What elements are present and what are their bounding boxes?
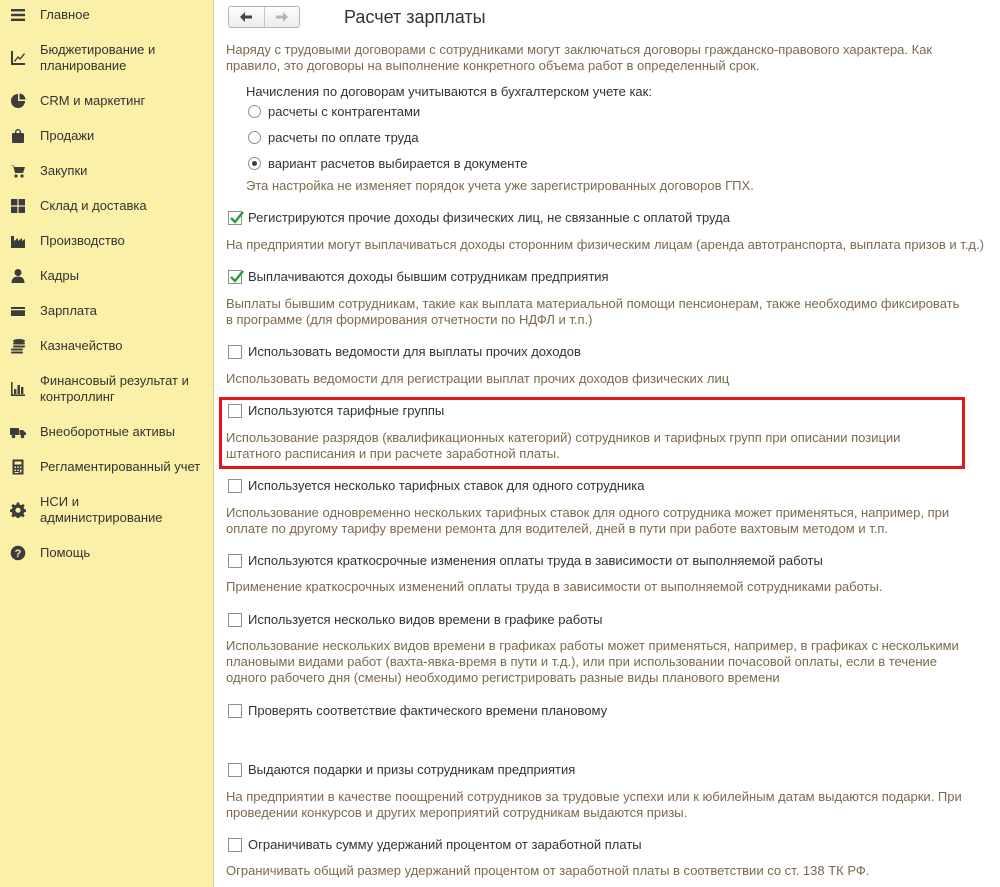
sidebar-item-purchases[interactable]: [0, 162, 212, 180]
option-label[interactable]: Проверять соответствие фактического времени плановому: [248, 703, 608, 718]
grid-icon: [10, 198, 26, 214]
radio-per-document[interactable]: [248, 157, 261, 170]
arrow-left-icon: [239, 11, 253, 23]
truck-icon: [10, 424, 26, 440]
radio-label[interactable]: вариант расчетов выбирается в документе: [268, 156, 528, 171]
radio-label[interactable]: расчеты по оплате труда: [268, 130, 419, 145]
option-label[interactable]: Регистрируются прочие доходы физических лиц, не связанные с оплатой труда: [248, 210, 730, 225]
sidebar-item-label: Производство: [40, 233, 125, 248]
intro-note: Эта настройка не изменяет порядок учета уже зарегистрированных договоров ГПХ.: [246, 178, 754, 193]
sidebar-item-label: Помощь: [40, 545, 91, 560]
option-label[interactable]: Используются тарифные группы: [248, 403, 445, 418]
checkmark-icon: [229, 210, 244, 225]
sidebar-item-label: Закупки: [40, 163, 88, 178]
coins-icon: [10, 338, 26, 354]
back-button[interactable]: [229, 7, 264, 27]
option-description: Использование разрядов (квалификационных категорий) сотрудников и тарифных групп при описании позиции штатного расписания и при расчете заработной платы.: [226, 430, 901, 461]
person-icon: [10, 268, 26, 284]
gear-icon: [10, 502, 26, 518]
sidebar-item-production[interactable]: [0, 232, 212, 250]
checkbox-other-income[interactable]: [228, 211, 242, 225]
checkbox-gifts-prizes[interactable]: [228, 763, 242, 777]
sidebar-item-label: Казначейство: [40, 338, 123, 353]
main-content: [215, 0, 1000, 887]
intro-text: Наряду с трудовыми договорами с сотрудниками могут заключаться договоры гражданско-правового характера. Как правило, это договоры на выполнение конкретного объема работ в определенный срок.: [226, 42, 933, 73]
checkbox-multiple-tariff-rates[interactable]: [228, 479, 242, 493]
radio-group-label: Начисления по договорам учитываются в бухгалтерском учете как:: [246, 84, 652, 99]
arrow-right-icon: [275, 11, 289, 23]
sidebar-item-nsi-admin[interactable]: [0, 493, 212, 527]
wallet-icon: [10, 303, 26, 319]
sidebar-item-label: Внеоборотные активы: [40, 424, 176, 439]
option-description: Использование нескольких видов времени в графиках работы может применяться, например, в графиках с несколькими плановыми видами работ (вахта-явка-время в пути и т.д.), или при использовании почасовой оплаты, если в течение одного рабочего дня (смены) необходимо регистрировать разные виды планового времени: [226, 638, 959, 685]
calculator-icon: [10, 459, 26, 475]
sidebar-item-label: Зарплата: [40, 303, 97, 318]
sidebar-item-label: Склад и доставка: [40, 198, 147, 213]
factory-icon: [10, 233, 26, 249]
sidebar-item-label: Кадры: [40, 268, 79, 283]
radio-counterparties[interactable]: [248, 105, 261, 118]
sidebar-item-financial-result[interactable]: [0, 372, 212, 406]
sidebar-item-label: Финансовый результат и контроллинг: [40, 373, 189, 404]
radio-label[interactable]: расчеты с контрагентами: [268, 104, 421, 119]
sidebar-item-salary[interactable]: [0, 302, 212, 320]
help-icon: [10, 545, 26, 561]
checkmark-icon: [229, 269, 244, 284]
budget-icon: [10, 50, 26, 66]
option-description: Использование одновременно нескольких тарифных ставок для одного сотрудника может применяться, например, при оплате по другому тарифу времени ремонта для водителей, дней в пути при работе вахтовым методом и т.п.: [226, 505, 950, 536]
pie-chart-icon: [10, 93, 26, 109]
sidebar-item-label: Продажи: [40, 128, 95, 143]
radio-payroll[interactable]: [248, 131, 261, 144]
sidebar-item-regulated-accounting[interactable]: [0, 458, 212, 476]
checkbox-check-actual-time[interactable]: [228, 704, 242, 718]
cart-icon: [10, 163, 26, 179]
checkbox-multiple-time-types[interactable]: [228, 613, 242, 627]
option-description: Ограничивать общий размер удержаний процентом от заработной платы в соответствии со ст. 138 ТК РФ.: [226, 863, 870, 878]
sidebar-item-label: Главное: [40, 7, 90, 22]
option-description: Выплаты бывшим сотрудникам, такие как выплата материальной помощи пенсионерам, также необходимо фиксировать в программе (для формирования отчетности по НДФЛ и т.п.): [226, 296, 960, 327]
sidebar-item-fixed-assets[interactable]: [0, 423, 212, 441]
option-label[interactable]: Используются краткосрочные изменения оплаты труда в зависимости от выполняемой работы: [248, 553, 823, 568]
sidebar-item-label: НСИ и администрирование: [40, 494, 163, 525]
checkbox-short-term-changes[interactable]: [228, 554, 242, 568]
sidebar-item-budgeting[interactable]: [0, 41, 212, 75]
checkbox-tariff-groups[interactable]: [228, 404, 242, 418]
bag-icon: [10, 128, 26, 144]
sidebar-item-label: Регламентированный учет: [40, 459, 201, 474]
option-label[interactable]: Используется несколько видов времени в графике работы: [248, 612, 603, 627]
page-title: Расчет зарплаты: [344, 7, 486, 27]
sidebar-item-label: CRM и маркетинг: [40, 93, 146, 108]
option-description: На предприятии могут выплачиваться доходы сторонним физическим лицам (аренда автотранспорта, выплата призов и т.д.): [226, 237, 984, 252]
sidebar: [0, 0, 214, 887]
sidebar-item-treasury[interactable]: [0, 337, 212, 355]
option-description: Использовать ведомости для регистрации выплат прочих доходов физических лиц: [226, 371, 730, 386]
option-label[interactable]: Выплачиваются доходы бывшим сотрудникам предприятия: [248, 269, 609, 284]
checkbox-former-employees[interactable]: [228, 270, 242, 284]
navigation-buttons: [228, 6, 300, 28]
sidebar-item-help[interactable]: [0, 544, 212, 562]
checkbox-limit-deductions[interactable]: [228, 838, 242, 852]
sidebar-item-sales[interactable]: [0, 127, 212, 145]
option-label[interactable]: Используется несколько тарифных ставок для одного сотрудника: [248, 478, 645, 493]
bar-chart-icon: [10, 381, 26, 397]
option-label[interactable]: Использовать ведомости для выплаты прочих доходов: [248, 344, 581, 359]
sidebar-item-main[interactable]: [0, 6, 212, 24]
sidebar-item-label: Бюджетирование и планирование: [40, 42, 156, 73]
menu-icon: [10, 7, 26, 23]
forward-button[interactable]: [264, 7, 300, 27]
option-description: На предприятии в качестве поощрений сотрудников за трудовые успехи или к юбилейным датам выдаются подарки. При проведении конкурсов и других мероприятий сотрудникам выдаются призы.: [226, 789, 962, 820]
sidebar-item-warehouse[interactable]: [0, 197, 212, 215]
option-label[interactable]: Ограничивать сумму удержаний процентом от заработной платы: [248, 837, 642, 852]
option-label[interactable]: Выдаются подарки и призы сотрудникам предприятия: [248, 762, 576, 777]
sidebar-item-hr[interactable]: [0, 267, 212, 285]
option-description: Применение краткосрочных изменений оплаты труда в зависимости от выполняемой сотрудниками работы.: [226, 579, 883, 594]
svg-text:?: ?: [14, 548, 22, 560]
checkbox-statements-other-income[interactable]: [228, 345, 242, 359]
sidebar-item-crm[interactable]: [0, 92, 212, 110]
